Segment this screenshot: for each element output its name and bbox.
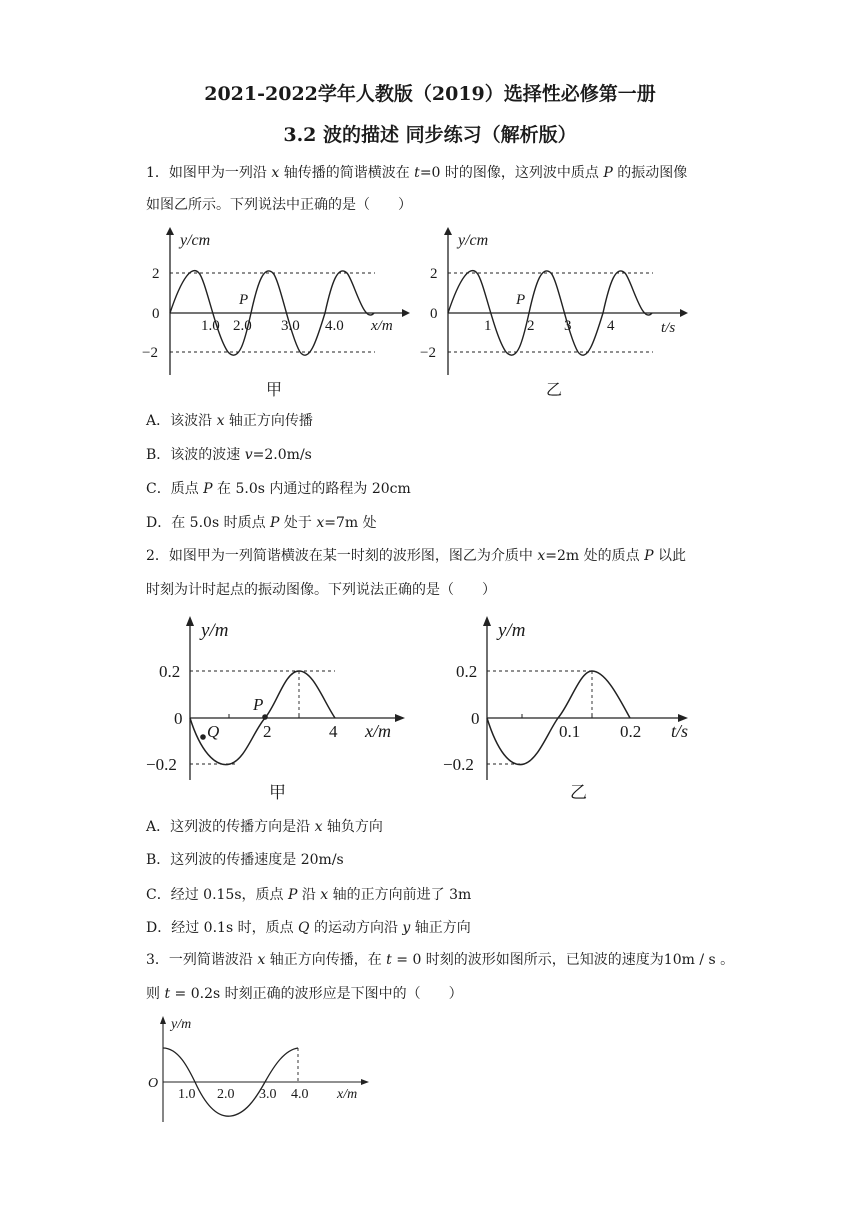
q3-wave-graph: [145, 1012, 385, 1132]
q2-option-c[interactable]: C．经过 0.15s，质点 P 沿 x 轴的正方向前进了 3m: [146, 887, 472, 903]
q1-graph2-xlabel: t/s: [661, 320, 676, 336]
q1-graph2-ytick-zero: 0: [430, 306, 438, 322]
q2-wave-graph: [145, 610, 415, 810]
q2-graph1-ytick-zero: 0: [174, 709, 183, 728]
q2-graph1-point-q: Q: [207, 722, 220, 741]
document-subtitle: 3.2 波的描述 同步练习（解析版）: [283, 124, 577, 146]
q1-stem-line1: 1．如图甲为一列沿 x 轴传播的简谐横波在 t=0 时的图像，这列波中质点 P 的振动图像: [146, 165, 688, 181]
q2-graph1-ytick-neg: −0.2: [146, 755, 177, 774]
q2-graph1-caption: 甲: [269, 783, 286, 803]
q2-graph2-xtick: 0.1: [559, 722, 581, 741]
q3-stem-line2: 则 t = 0.2s 时刻正确的波形应是下图中的（ ）: [146, 986, 463, 1002]
q2-graph1-point-p: P: [253, 695, 264, 714]
q1-graph1-ylabel: y/cm: [180, 232, 211, 249]
q2-graph2-ytick-pos: 0.2: [456, 662, 478, 681]
q1-graph2-xtick: 3: [564, 318, 572, 334]
q3-graph-xtick: 2.0: [217, 1087, 235, 1102]
q2-graph2-ytick-neg: −0.2: [443, 755, 474, 774]
q1-graph1-ytick-zero: 0: [152, 306, 160, 322]
q2-option-a[interactable]: A．这列波的传播方向是沿 x 轴负方向: [146, 819, 383, 835]
q2-graph1-xtick: 2: [263, 722, 272, 741]
q1-graph2-point-label: P: [516, 292, 526, 308]
q2-option-b[interactable]: B．这列波的传播速度是 20m/s: [146, 852, 344, 868]
q2-vibration-graph: [442, 610, 712, 810]
q2-graph1-xlabel: x/m: [365, 721, 391, 741]
q2-graph2-ylabel: y/m: [498, 620, 526, 641]
q2-graph2-ytick-zero: 0: [471, 709, 480, 728]
q1-graph2-xtick: 4: [607, 318, 615, 334]
q1-graph1-xtick: 2.0: [233, 318, 252, 334]
q1-graph1-point-label: P: [239, 292, 249, 308]
q1-graph2-ytick-neg: −2: [420, 345, 436, 361]
q3-graph-xlabel: x/m: [337, 1087, 358, 1102]
q3-graph-xtick: 1.0: [178, 1087, 196, 1102]
q1-graph1-caption: 甲: [266, 380, 283, 399]
q3-graph-origin: O: [148, 1076, 159, 1091]
q1-graph2-xtick: 2: [527, 318, 535, 334]
q2-stem-line1: 2．如图甲为一列简谐横波在某一时刻的波形图，图乙为介质中 x=2m 处的质点 P 以此: [146, 548, 686, 564]
q2-graph2-xlabel: t/s: [671, 721, 689, 741]
q1-vibration-graph: [418, 225, 688, 405]
q1-graph1-xlabel: x/m: [371, 318, 393, 334]
q2-graph1-ylabel: y/m: [201, 620, 229, 641]
q2-graph1-xtick: 4: [329, 722, 338, 741]
q1-graph1-xtick: 4.0: [325, 318, 344, 334]
q1-graph2-ytick-pos: 2: [430, 266, 438, 282]
q2-stem-line2: 时刻为计时起点的振动图像。下列说法正确的是（ ）: [146, 582, 496, 598]
q3-stem-line1: 3．一列简谐波沿 x 轴正方向传播，在 t = 0 时刻的波形如图所示，已知波的速度为10m / s 。: [146, 952, 735, 968]
q1-graph2-ylabel: y/cm: [458, 232, 489, 249]
q2-graph1-ytick-pos: 0.2: [159, 662, 181, 681]
document-title: 2021-2022学年人教版（2019）选择性必修第一册: [204, 83, 656, 105]
q1-graph2-caption: 乙: [546, 380, 563, 399]
q1-graph1-xtick: 3.0: [281, 318, 300, 334]
q1-graph1-xtick: 1.0: [201, 318, 220, 334]
q2-option-d[interactable]: D．经过 0.1s 时，质点 Q 的运动方向沿 y 轴正方向: [146, 920, 471, 936]
q3-graph-xtick: 3.0: [259, 1087, 277, 1102]
q1-option-a[interactable]: A．该波沿 x 轴正方向传播: [146, 413, 313, 429]
q1-stem-line2: 如图乙所示。下列说法中正确的是（ ）: [146, 197, 412, 213]
q1-graph1-ytick-pos: 2: [152, 266, 160, 282]
q1-option-b[interactable]: B．该波的波速 v=2.0m/s: [146, 447, 312, 463]
q3-graph-xtick: 4.0: [291, 1087, 309, 1102]
q1-wave-graph: [140, 225, 410, 405]
q3-graph-ylabel: y/m: [171, 1017, 192, 1032]
q1-option-c[interactable]: C．质点 P 在 5.0s 内通过的路程为 20cm: [146, 481, 411, 497]
q2-graph2-xtick: 0.2: [620, 722, 642, 741]
q1-option-d[interactable]: D．在 5.0s 时质点 P 处于 x=7m 处: [146, 515, 377, 531]
q1-graph2-xtick: 1: [484, 318, 492, 334]
q2-graph2-caption: 乙: [570, 783, 587, 803]
q1-graph1-ytick-neg: −2: [142, 345, 158, 361]
